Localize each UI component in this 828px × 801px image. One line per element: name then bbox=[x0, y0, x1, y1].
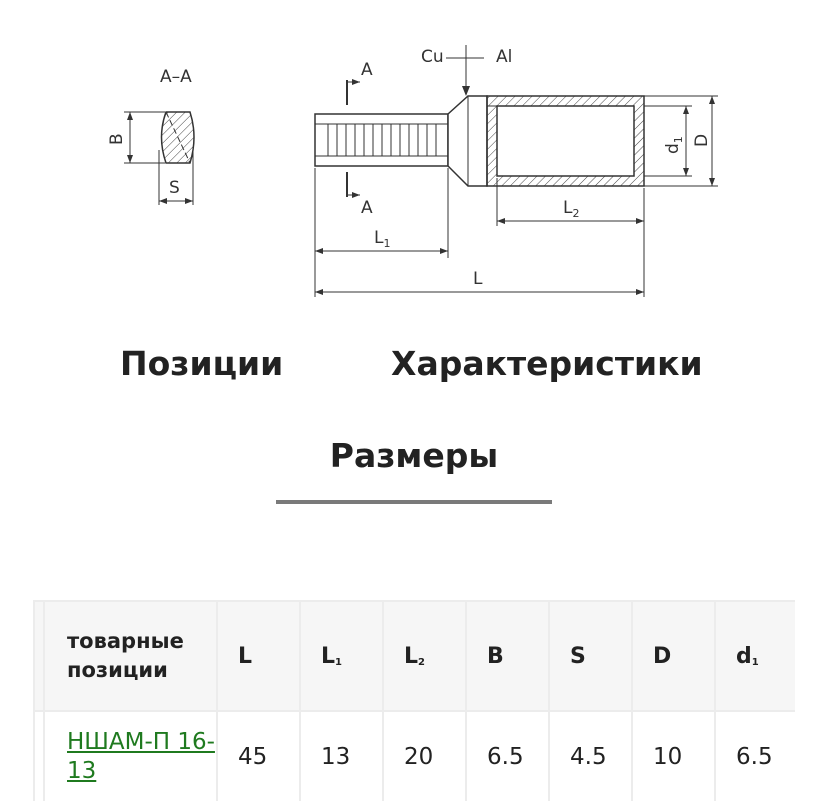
cell-l2: 20 bbox=[383, 711, 466, 801]
header-d: D bbox=[632, 601, 715, 711]
cell-l: 45 bbox=[217, 711, 300, 801]
item-link[interactable]: НШАМ-П 16-13 bbox=[67, 729, 215, 784]
dim-label-l1: $L_1$ bbox=[374, 228, 391, 250]
header-s: S bbox=[549, 601, 632, 711]
table-edge-cell bbox=[34, 711, 44, 801]
cell-s: 4.5 bbox=[549, 711, 632, 801]
main-view bbox=[315, 45, 718, 297]
sizes-table-container[interactable] bbox=[33, 600, 795, 801]
dim-label-s: S bbox=[169, 178, 180, 198]
table-header-row bbox=[34, 601, 795, 711]
header-l: L bbox=[217, 601, 300, 711]
dim-label-l2: $L_2$ bbox=[563, 198, 580, 220]
section-label: А–А bbox=[160, 67, 192, 87]
table-edge-cell bbox=[34, 601, 44, 711]
section-mark-top: А bbox=[361, 60, 373, 80]
tab-sizes[interactable]: Размеры bbox=[329, 436, 499, 475]
header-d1: $d_1$ bbox=[715, 601, 795, 711]
header-b: B bbox=[466, 601, 549, 711]
material-label-cu: Cu bbox=[421, 47, 444, 67]
tab-positions[interactable]: Позиции bbox=[120, 344, 284, 383]
header-l2: $L_2$ bbox=[383, 601, 466, 711]
cell-l1: 13 bbox=[300, 711, 383, 801]
cell-item bbox=[44, 711, 217, 801]
dim-label-d: D bbox=[692, 133, 712, 147]
tab-characteristics[interactable]: Характеристики bbox=[391, 344, 703, 383]
dim-label-b: В bbox=[107, 133, 127, 145]
section-view bbox=[107, 67, 194, 205]
table-row bbox=[34, 711, 795, 801]
material-label-al: Al bbox=[496, 47, 513, 67]
cell-b: 6.5 bbox=[466, 711, 549, 801]
dim-label-d1: $d_1$ bbox=[663, 136, 685, 154]
ferrule-technical-drawing bbox=[0, 0, 828, 310]
header-l1: $L_1$ bbox=[300, 601, 383, 711]
cell-d: 10 bbox=[632, 711, 715, 801]
dim-label-l: L bbox=[473, 269, 483, 289]
active-tab-underline bbox=[276, 500, 552, 504]
section-mark-bottom: А bbox=[361, 198, 373, 218]
tabs-bar bbox=[0, 344, 828, 475]
sizes-table bbox=[33, 600, 795, 801]
cell-d1: 6.5 bbox=[715, 711, 795, 801]
header-item: товарные позиции bbox=[44, 601, 217, 711]
